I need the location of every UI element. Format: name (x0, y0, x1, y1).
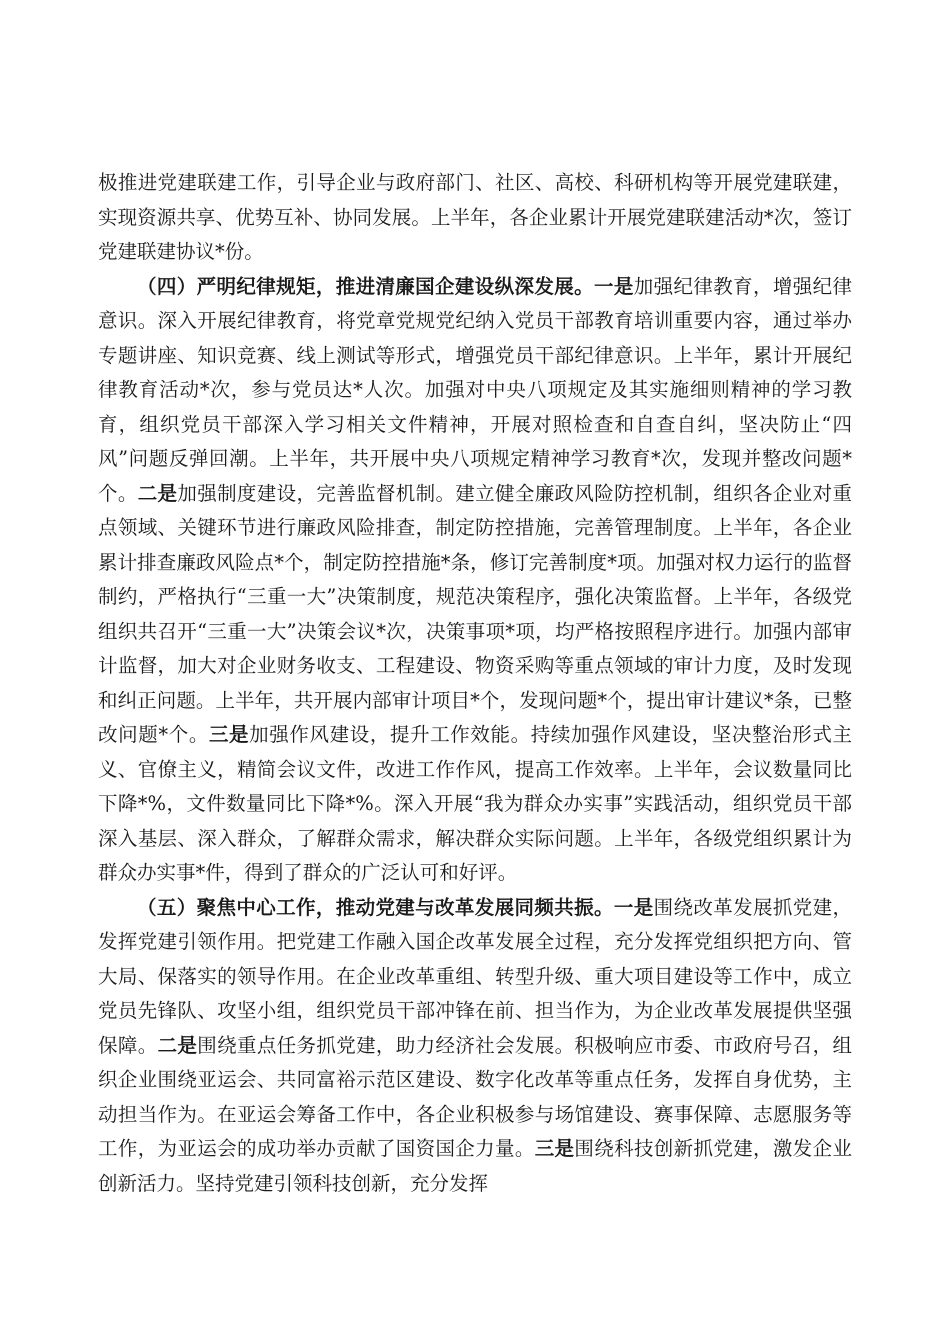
section-heading: （五）聚焦中心工作，推动党建与改革发展同频共振。 (137, 895, 614, 919)
document-body (98, 166, 852, 1201)
paragraph-continuation (98, 166, 852, 270)
paragraph-text: 加强制度建设，完善监督机制。建立健全廉政风险防控机制，组织各企业对重点领域、关键环节进行廉政风险排查，制定防控措施，完善管理制度。上半年，各企业累计排查廉政风险点*个，制定防控措施*条，修订完善制度*项。加强对权力运行的监督制约，严格执行“三重一大”决策制度，规范决策程序，强化决策监督。上半年，各级党组织共召开“三重一大”决策会议*次，决策事项*项，均严格按照程序进行。加强内部审计监督，加大对企业财务收支、工程建设、物资采购等重点领域的审计力度，及时发现和纠正问题。上半年，共开展内部审计项目*个，发现问题*个，提出审计建议*条，已整改问题*个。 (98, 481, 852, 746)
point-marker: 一是 (594, 274, 634, 298)
section-heading: （四）严明纪律规矩，推进清廉国企建设纵深发展。 (137, 274, 595, 298)
paragraph-section-4 (98, 270, 852, 891)
paragraph-section-5 (98, 891, 852, 1202)
point-marker: 三是 (534, 1137, 575, 1160)
paragraph-text: 极推进党建联建工作，引导企业与政府部门、社区、高校、科研机构等开展党建联建，实现资源共享、优势互补、协同发展。上半年，各企业累计开展党建联建活动*次，签订党建联建协议*份。 (98, 171, 852, 263)
point-marker: 一是 (613, 895, 654, 919)
paragraph-text: 围绕科技创新抓党建，激发企业创新活力。坚持党建引领科技创新，充分发挥 (98, 1137, 852, 1195)
paragraph-text: 围绕改革发展抓党建，发挥党建引领作用。把党建工作融入国企改革发展全过程，充分发挥党组织把方向、管大局、保落实的领导作用。在企业改革重组、转型升级、重大项目建设等工作中，成立党员先锋队、攻坚小组，组织党员干部冲锋在前、担当作为，为企业改革发展提供坚强保障。 (98, 895, 852, 1057)
point-marker: 三是 (208, 723, 250, 746)
paragraph-text: 围绕重点任务抓党建，助力经济社会发展。积极响应市委、市政府号召，组织企业围绕亚运会、共同富裕示范区建设、数字化改革等重点任务，发挥自身优势，主动担当作为。在亚运会筹备工作中，各企业积极参与场馆建设、赛事保障、志愿服务等工作，为亚运会的成功举办贡献了国资国企力量。 (98, 1033, 852, 1160)
point-marker: 二是 (157, 1033, 198, 1057)
paragraph-text: 加强作风建设，提升工作效能。持续加强作风建设，坚决整治形式主义、官僚主义，精简会议文件，改进工作作风，提高工作效率。上半年，会议数量同比下降*%，文件数量同比下降*%。深入开展“我为群众办实事”实践活动，组织党员干部深入基层、深入群众，了解群众需求，解决群众实际问题。上半年，各级党组织累计为群众办实事*件，得到了群众的广泛认可和好评。 (98, 723, 852, 884)
point-marker: 二是 (137, 481, 178, 505)
paragraph-text: 加强纪律教育，增强纪律意识。深入开展纪律教育，将党章党规党纪纳入党员干部教育培训重要内容，通过举办专题讲座、知识竞赛、线上测试等形式，增强党员干部纪律意识。上半年，累计开展纪律教育活动*次，参与党员达*人次。加强对中央八项规定及其实施细则精神的学习教育，组织党员干部深入学习相关文件精神，开展对照检查和自查自纠，坚决防止“四风”问题反弹回潮。上半年，共开展中央八项规定精神学习教育*次，发现并整改问题*个。 (98, 274, 852, 505)
